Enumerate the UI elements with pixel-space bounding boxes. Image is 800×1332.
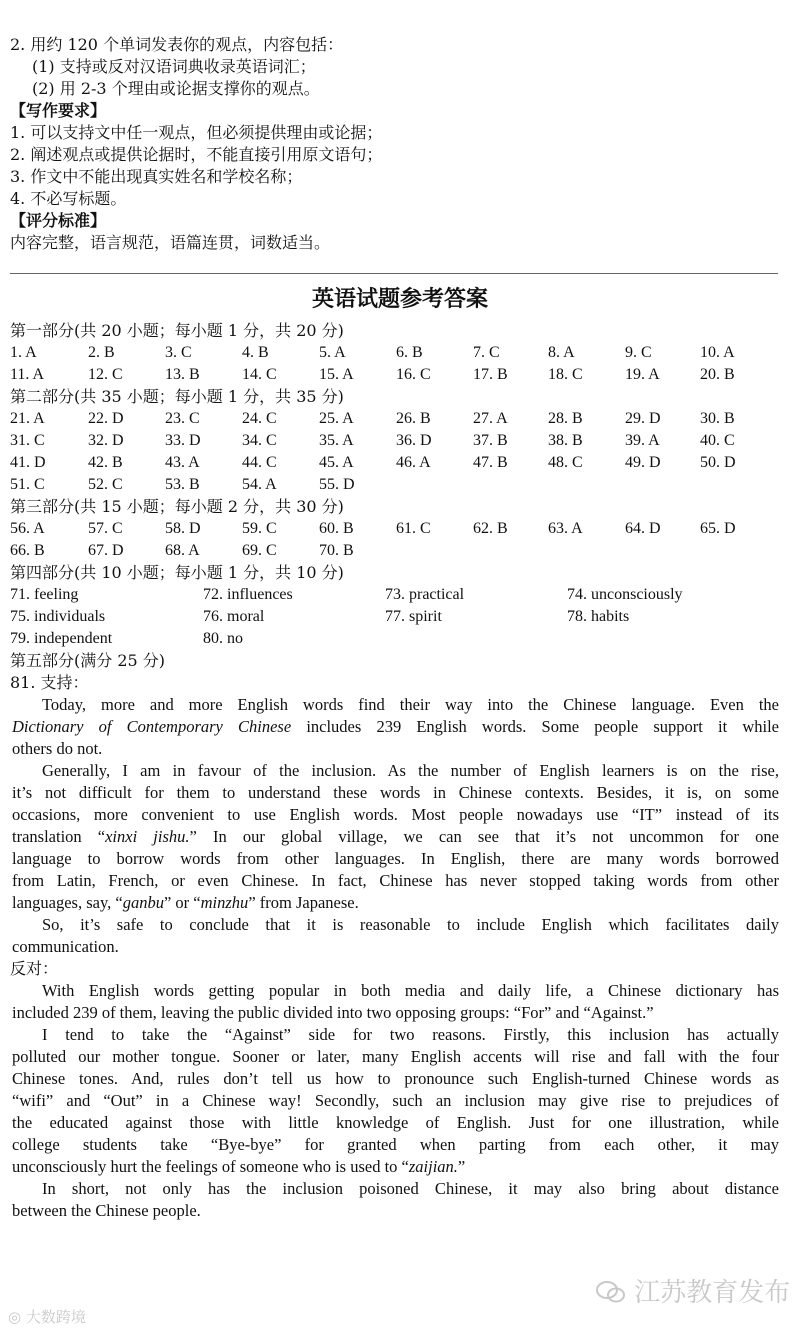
answer-cell: 7. C [473,344,500,361]
answer-cell: 42. B [88,454,123,471]
essay-line: translation “xinxi jishu.” In our global village, we can see that it’s not uncommon for one [12,827,779,846]
answer-cell: 15. A [319,366,354,383]
answer-cell: 63. A [548,520,583,537]
answer-cell: 47. B [473,454,508,471]
essay-line: unconsciously hurt the feelings of someone who is used to “zaijian.” [12,1157,466,1176]
answer-cell: 73. practical [385,586,465,603]
essay-line: In short, not only has the inclusion poisoned Chinese, it may also bring about distance [42,1179,779,1198]
answer-cell: 28. B [548,410,583,427]
section-divider [10,273,778,274]
answer-cell: 80. no [203,630,243,647]
requirement-1: 1. 可以支持文中任一观点，但必须提供理由或论据； [10,123,383,142]
answer-cell: 33. D [165,432,201,449]
answer-cell: 38. B [548,432,583,449]
answer-cell: 53. B [165,476,200,493]
answer-cell: 16. C [396,366,431,383]
watermark-right-text: 江苏教育发布 [634,1278,791,1308]
essay-line: occasions, more convenient to use English words. Most people nowadays use “IT” instead of its [12,805,779,824]
answer-cell: 19. A [625,366,660,383]
essay-line: communication. [12,937,119,956]
answer-cell: 14. C [242,366,277,383]
answer-cell: 45. A [319,454,354,471]
answer-cell: 4. B [242,344,269,361]
answer-cell: 10. A [700,344,735,361]
requirement-4: 4. 不必写标题。 [10,189,127,208]
answer-cell: 23. C [165,410,200,427]
answer-cell: 78. habits [567,608,630,625]
answer-cell: 24. C [242,410,277,427]
essay-line: it’s not difficult for them to understand these words in Chinese contexts. Besides, it is, on some [12,783,779,802]
essay-line: Chinese tones. And, rules don’t tell us how to pronounce such English-turned Chinese words as [12,1069,779,1088]
answer-cell: 37. B [473,432,508,449]
essay-line: others do not. [12,739,103,758]
essay-line: polluted our mother tongue. Sooner or later, many English accents will rise and fall with the four [12,1047,779,1066]
answer-cell: 18. C [548,366,583,383]
answer-cell: 6. B [396,344,423,361]
essay-line: So, it’s safe to conclude that it is reasonable to include English which facilitates daily [42,915,779,934]
essay-line: from Latin, French, or even Chinese. In fact, Chinese has never stopped taking words from other [12,871,779,890]
answer-cell: 56. A [10,520,45,537]
answer-cell: 8. A [548,344,575,361]
answer-cell: 30. B [700,410,735,427]
answer-cell: 35. A [319,432,354,449]
watermark-left [8,1306,86,1327]
answer-cell: 40. C [700,432,735,449]
answer-cell: 5. A [319,344,346,361]
brand-icon: ◎ [8,1308,22,1326]
prompt-item-2: 2. 用约 120 个单词发表你的观点，内容包括： [10,35,344,54]
part5-heading: 第五部分(满分 25 分) [10,651,166,670]
requirement-3: 3. 作文中不能出现真实姓名和学校名称； [10,167,303,186]
answer-cell: 69. C [242,542,277,559]
answer-cell: 12. C [88,366,123,383]
answer-cell: 11. A [10,366,45,383]
answer-cell: 57. C [88,520,123,537]
answer-cell: 79. independent [10,630,113,647]
answer-cell: 20. B [700,366,735,383]
answer-cell: 59. C [242,520,277,537]
answer-cell: 21. A [10,410,45,427]
essay-line: Dictionary of Contemporary Chinese includes 239 English words. Some people support it while [12,717,779,736]
answer-cell: 61. C [396,520,431,537]
answer-cell: 67. D [88,542,124,559]
answer-cell: 51. C [10,476,45,493]
prompt-sub-1: (1) 支持或反对汉语词典收录英语词汇； [32,57,316,76]
answer-cell: 74. unconsciously [567,586,683,603]
answer-cell: 31. C [10,432,45,449]
part4-heading: 第四部分(共 10 小题；每小题 1 分，共 10 分) [10,563,344,582]
answer-cell: 66. B [10,542,45,559]
answer-cell: 41. D [10,454,46,471]
requirements-heading: 【写作要求】 [10,101,107,120]
answer-cell: 36. D [396,432,432,449]
essay-line: language to borrow words from other languages. In English, there are many words borrowed [12,849,779,868]
answer-cell: 50. D [700,454,736,471]
answer-cell: 2. B [88,344,115,361]
answer-cell: 70. B [319,542,354,559]
answer-cell: 25. A [319,410,354,427]
answer-cell: 32. D [88,432,124,449]
prompt-sub-2: (2) 用 2-3 个理由或论据支撑你的观点。 [32,79,320,98]
answers-title: 英语试题参考答案 [311,286,488,312]
answer-cell: 77. spirit [385,608,442,625]
answer-cell: 27. A [473,410,508,427]
answer-cell: 49. D [625,454,661,471]
answer-cell: 65. D [700,520,736,537]
scoring-criteria: 内容完整，语言规范，语篇连贯，词数适当。 [10,233,331,252]
answer-cell: 43. A [165,454,200,471]
answer-cell: 60. B [319,520,354,537]
against-label: 反对： [10,959,59,978]
requirement-2: 2. 阐述观点或提供论据时，不能直接引用原文语句； [10,145,383,164]
answer-cell: 48. C [548,454,583,471]
wechat-icon [596,1280,626,1304]
answer-cell: 26. B [396,410,431,427]
answer-cell: 68. A [165,542,200,559]
part1-heading: 第一部分(共 20 小题；每小题 1 分，共 20 分) [10,321,344,340]
essay-line: college students take “Bye-bye” for granted when parting from each other, it may [12,1135,779,1154]
essay-line: included 239 of them, leaving the public divided into two opposing groups: “For” and “Against.” [12,1003,654,1022]
answer-cell: 39. A [625,432,660,449]
answer-cell: 44. C [242,454,277,471]
answer-cell: 71. feeling [10,586,79,603]
essay-line: languages, say, “ganbu” or “minzhu” from Japanese. [12,893,359,912]
answer-cell: 76. moral [203,608,265,625]
essay-line: I tend to take the “Against” side for two reasons. Firstly, this inclusion has actually [42,1025,779,1044]
essay-line: With English words getting popular in both media and daily life, a Chinese dictionary has [42,981,779,1000]
support-essay [12,694,779,958]
essay-line: the educated against those with little knowledge of English. Just for one illustration, while [12,1113,779,1132]
answer-cell: 1. A [10,344,37,361]
support-label: 81. 支持： [10,673,89,692]
answer-cell: 54. A [242,476,277,493]
answer-cell: 3. C [165,344,192,361]
answer-cell: 9. C [625,344,652,361]
answer-cell: 29. D [625,410,661,427]
essay-line: between the Chinese people. [12,1201,201,1220]
answer-cell: 52. C [88,476,123,493]
watermark-left-text: 大数跨境 [25,1308,86,1326]
watermark-right [596,1272,790,1309]
answer-cell: 46. A [396,454,431,471]
part2-heading: 第二部分(共 35 小题；每小题 1 分，共 35 分) [10,387,344,406]
answer-cell: 34. C [242,432,277,449]
answer-cell: 17. B [473,366,508,383]
essay-line: Generally, I am in favour of the inclusion. As the number of English learners is on the rise, [42,761,779,780]
answer-cell: 64. D [625,520,661,537]
part3-heading: 第三部分(共 15 小题；每小题 2 分，共 30 分) [10,497,344,516]
answer-cell: 13. B [165,366,200,383]
answer-cell: 58. D [165,520,201,537]
essay-line: Today, more and more English words find their way into the Chinese language. Even the [42,695,779,714]
answer-cell: 55. D [319,476,355,493]
answer-cell: 22. D [88,410,124,427]
scoring-heading: 【评分标准】 [10,211,107,230]
essay-line: “wifi” and “Out” in a Chinese way! Secondly, such an inclusion may give rise to prejudices of [12,1091,779,1110]
against-essay [12,980,779,1222]
answer-cell: 75. individuals [10,608,106,625]
answer-cell: 72. influences [203,586,293,603]
answer-cell: 62. B [473,520,508,537]
